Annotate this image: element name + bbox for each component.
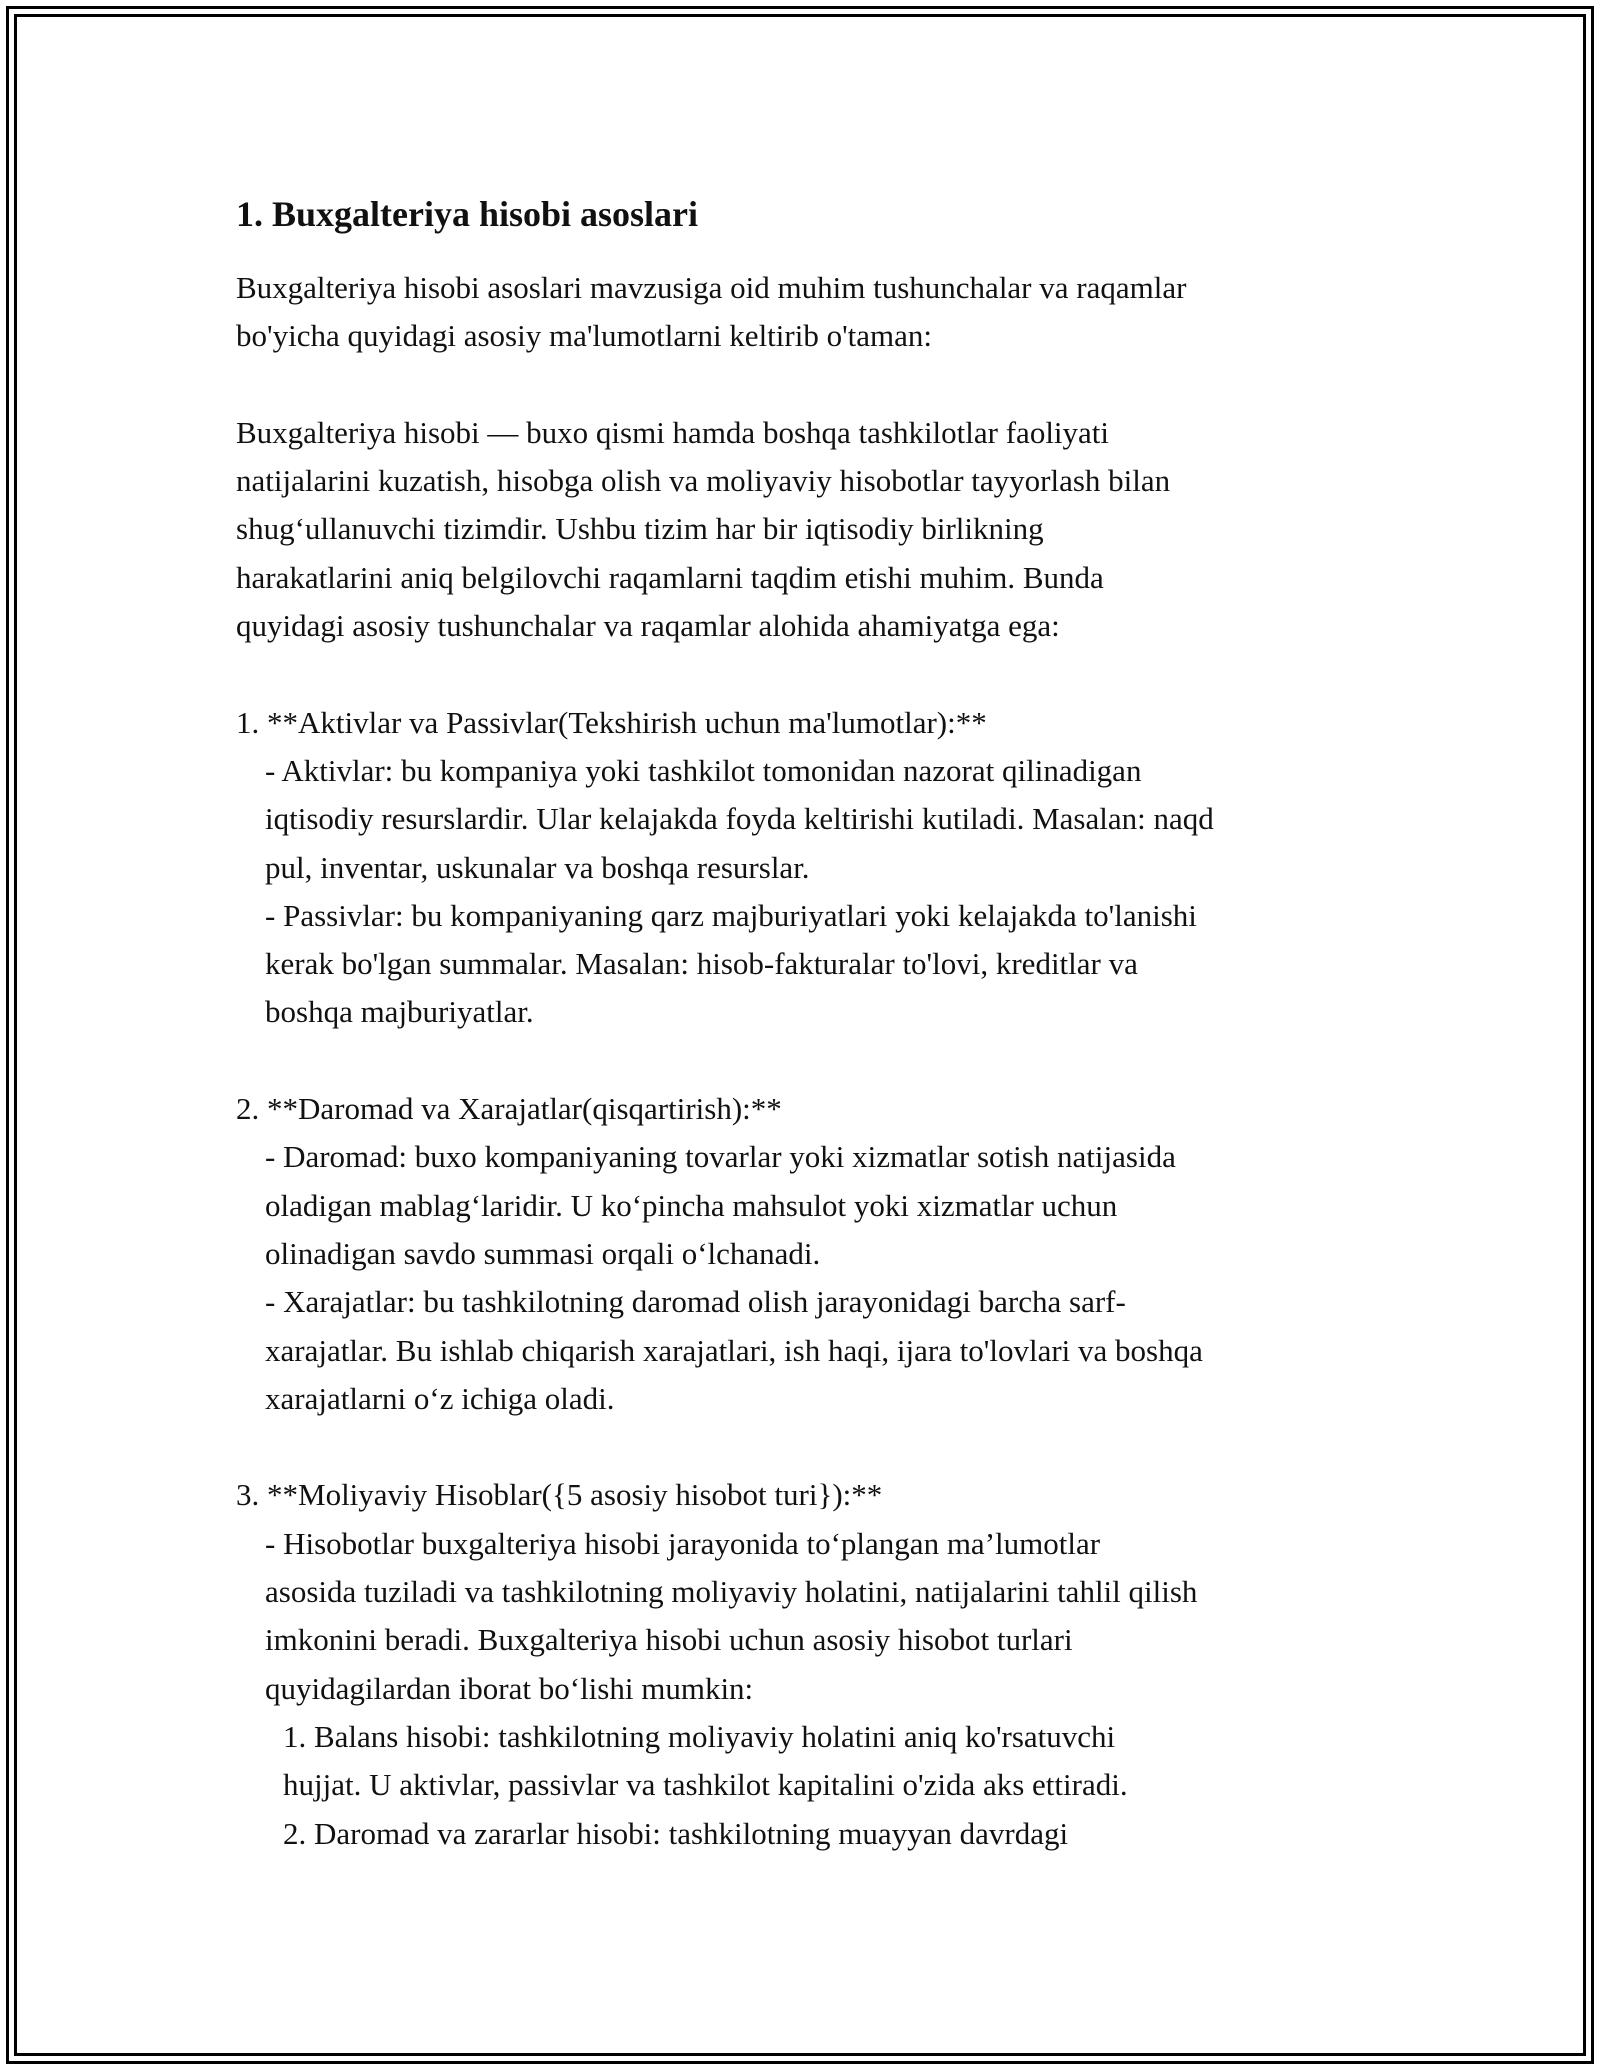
- section-title-financial-reports: 3. **Moliyaviy Hisoblar({5 asosiy hisobot turi}):**: [236, 1477, 883, 1513]
- subitem-balance-sheet: 1. Balans hisobi: tashkilotning moliyaviy holatini aniq ko'rsatuvchi hujjat. U aktivlar, passivlar va tashkilot kapitalini o'zida aks ettiradi.: [283, 1718, 1128, 1803]
- section-item-reports: - Hisobotlar buxgalteriya hisobi jarayonida to‘plangan ma’lumotlar asosida tuziladi va tashkilotning moliyaviy holatini, natijalarini tahlil qilish imkonini beradi. Buxgalteriya hisobi uchun asosiy hisobot turlari quyidagilardan iborat bo‘lishi mumkin:: [265, 1525, 1198, 1706]
- paragraph-gap: [236, 650, 1376, 698]
- intro-paragraph: Buxgalteriya hisobi asoslari mavzusiga oid muhim tushunchalar va raqamlar bo'yicha quyidagi asosiy ma'lumotlarni keltirib o'taman:: [236, 270, 1187, 354]
- paragraph-gap: [236, 1037, 1376, 1085]
- document-body: [236, 186, 1376, 1858]
- section-item-liabilities: - Passivlar: bu kompaniyaning qarz majburiyatlari yoki kelajakda to'lanishi kerak bo'lgan summalar. Masalan: hisob-fakturalar to'lovi, kreditlar va boshqa majburiyatlar.: [265, 897, 1197, 1030]
- definition-paragraph: Buxgalteriya hisobi — buxo qismi hamda boshqa tashkilotlar faoliyati natijalarini kuzatish, hisobga olish va moliyaviy hisobotlar tayyorlash bilan shug‘ullanuvchi tizimdir. Ushbu tizim har bir iqtisodiy birlikning harakatlarini aniq belgilovchi raqamlarni taqdim etishi muhim. Bunda quyidagi asosiy tushunchalar va raqamlar alohida ahamiyatga ega:: [236, 414, 1171, 644]
- paragraph-gap: [236, 361, 1376, 409]
- section-item-income: - Daromad: buxo kompaniyaning tovarlar yoki xizmatlar sotish natijasida oladigan mablag‘laridir. U ko‘pincha mahsulot yoki xizmatlar uchun olinadigan savdo summasi orqali o‘lchanadi.: [265, 1139, 1176, 1271]
- section-title-income-expenses: 2. **Daromad va Xarajatlar(qisqartirish):**: [236, 1091, 782, 1127]
- section-item-expenses: - Xarajatlar: bu tashkilotning daromad olish jarayonidagi barcha sarf- xarajatlar. Bu ishlab chiqarish xarajatlari, ish haqi, ijara to'lovlari va boshqa xarajatlarni o‘z ichiga oladi.: [265, 1284, 1203, 1416]
- section-title-assets-liabilities: 1. **Aktivlar va Passivlar(Tekshirish uchun ma'lumotlar):**: [236, 704, 987, 740]
- paragraph-gap: [236, 1423, 1376, 1471]
- document-heading: 1. Buxgalteriya hisobi asoslari: [236, 194, 699, 234]
- subitem-income-statement: 2. Daromad va zararlar hisobi: tashkilotning muayyan davrdagi: [283, 1815, 1069, 1851]
- section-item-assets: - Aktivlar: bu kompaniya yoki tashkilot tomonidan nazorat qilinadigan iqtisodiy resurslardir. Ular kelajakda foyda keltirishi kutiladi. Masalan: naqd pul, inventar, uskunalar va boshqa resurslar.: [265, 752, 1214, 885]
